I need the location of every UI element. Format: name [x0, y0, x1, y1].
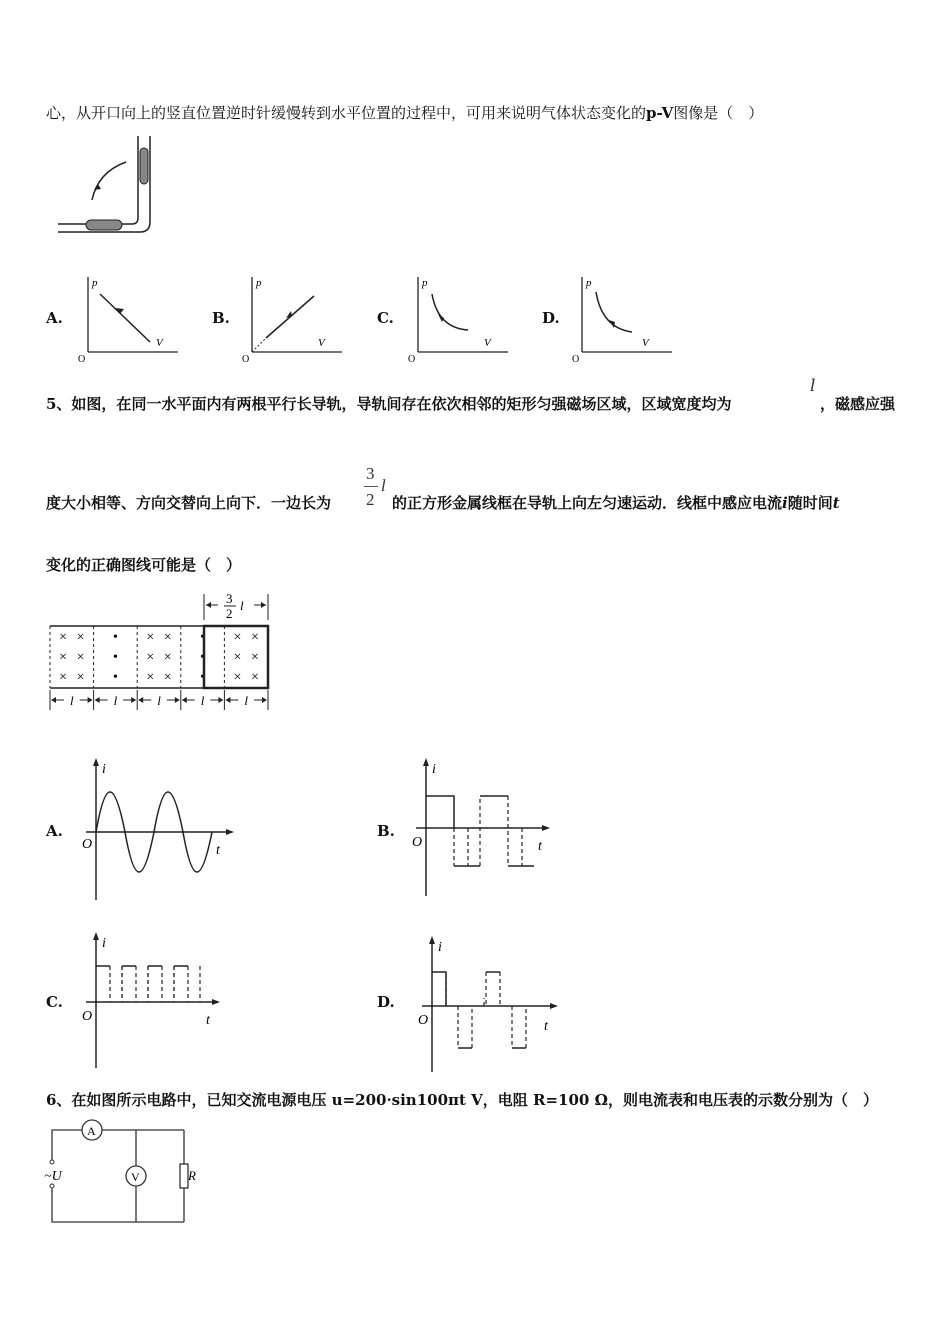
q5-field-symbol: ×	[76, 630, 85, 645]
q5-field-symbol: ×	[163, 650, 172, 665]
q5b-axis-t: t	[538, 839, 542, 854]
q6-stem-line: 6、在如图所示电路中，已知交流电源电压 u=200·sin100πt V，电阻 R=100 Ω，则电流表和电压表的示数分别为（ ）	[46, 1091, 878, 1109]
q5-field-symbol: •	[200, 670, 206, 685]
q5-field-symbol: •	[112, 670, 118, 685]
q5-field-symbol: ×	[233, 670, 242, 685]
q5-field-symbol: ×	[59, 670, 68, 685]
q5-field-diagram	[46, 590, 276, 715]
q4-option-a-label[interactable]: A.	[46, 309, 63, 327]
q5-top-dimension	[204, 591, 268, 621]
q4-stem-line	[46, 102, 763, 123]
q5-field-symbol: ×	[76, 650, 85, 665]
q5-width-label: l	[113, 693, 118, 708]
q5-field-symbol: ×	[146, 670, 155, 685]
q5d-axis-t: t	[544, 1019, 548, 1034]
q5-fraction-bar	[364, 486, 378, 487]
q5-field-symbol: ×	[146, 650, 155, 665]
q5-field-symbol: ×	[250, 650, 259, 665]
q4c-axis-v: V	[484, 337, 491, 349]
q5-stem-text-2c: 随时间	[787, 494, 833, 512]
q6-source-label: ~U	[44, 1169, 62, 1184]
q5-dim-var: l	[240, 598, 244, 613]
q5-width-label: l	[69, 693, 74, 708]
q5c-axis-t: t	[206, 1013, 210, 1028]
q4d-origin: O	[572, 354, 580, 365]
q5a-axis-i: i	[102, 762, 106, 777]
q5a-origin: O	[82, 837, 93, 852]
q5-graph-b	[410, 756, 560, 906]
q5-dim-den: 2	[226, 606, 233, 621]
q4b-axis-v: V	[318, 337, 325, 349]
q6-voltmeter-label: V	[131, 1170, 140, 1184]
q5-field-symbol: •	[112, 630, 118, 645]
q5-var-t: t	[832, 494, 840, 512]
q5-field-symbol: ×	[163, 630, 172, 645]
q4b-origin: O	[242, 354, 250, 365]
q5-option-c-label[interactable]: C.	[46, 993, 63, 1011]
q5-stem-text-2b: 的正方形金属线框在导轨上向左匀速运动．线框中感应电流	[392, 494, 783, 512]
q4a-origin: O	[78, 354, 86, 365]
q4c-axis-p: p	[422, 277, 428, 289]
q4a-axis-p: p	[92, 277, 98, 289]
q5-field-symbol: ×	[146, 630, 155, 645]
q5-field-symbol: •	[200, 650, 206, 665]
q6-resistor	[180, 1164, 188, 1188]
q5-fraction-den: 2	[366, 490, 375, 509]
q5-stem-line-3: 变化的正确图线可能是（ ）	[46, 556, 242, 574]
q5-field-symbol: ×	[250, 630, 259, 645]
q5-field-symbol: ×	[233, 630, 242, 645]
q5-fraction-var: l	[381, 476, 386, 495]
q5c-pulse-train	[96, 966, 200, 1002]
q4-option-d-label[interactable]: D.	[542, 309, 560, 327]
q4d-axis-p: p	[586, 277, 592, 289]
q4d-axis-v: V	[642, 337, 649, 349]
q5-graph-d	[414, 934, 564, 1074]
q5-width-label: l	[157, 693, 161, 708]
q5c-axis-i: i	[102, 936, 106, 951]
q4c-origin: O	[408, 354, 416, 365]
q4-graph-d	[572, 272, 682, 365]
q5a-axis-t: t	[216, 843, 220, 858]
q5-width-label: l	[244, 693, 249, 708]
q4-graph-b	[242, 272, 352, 365]
q4b-axis-p: p	[256, 277, 262, 289]
q4-option-b-label[interactable]: B.	[212, 309, 230, 327]
q5-graph-a	[80, 756, 230, 906]
q5-graph-c	[80, 930, 230, 1070]
q4-pv-label: p-V	[646, 104, 674, 122]
q5-width-label: l	[200, 693, 205, 708]
q5c-origin: O	[82, 1009, 93, 1024]
q5-stem-text-1: 5、如图，在同一水平面内有两根平行长导轨，导轨间存在依次相邻的矩形匀强磁场区域，区域宽度均为	[46, 395, 732, 413]
q5-field-symbol: ×	[76, 670, 85, 685]
q5d-axis-i: i	[438, 940, 442, 955]
q5-field-symbol: ×	[59, 650, 68, 665]
q5-stem-line-2	[46, 492, 331, 513]
q6-circuit-diagram	[44, 1120, 194, 1230]
q5-field-symbol: ×	[233, 650, 242, 665]
q5-dim-num: 3	[226, 591, 233, 606]
q5-stem-text-2: 度大小相等、方向交替向上向下．一边长为	[46, 494, 332, 512]
q4-option-c-label[interactable]: C.	[377, 309, 394, 327]
q4a-axis-v: V	[156, 337, 163, 349]
q4-graph-c	[408, 272, 518, 365]
q5b-origin: O	[412, 835, 423, 850]
q5-field-symbol: ×	[59, 630, 68, 645]
q4-tube-diagram	[58, 136, 178, 236]
q5b-axis-i: i	[432, 762, 436, 777]
q6-resistor-label: R	[188, 1168, 196, 1183]
q5-field-symbol: •	[200, 630, 206, 645]
q5-option-a-label[interactable]: A.	[46, 822, 63, 840]
q5-field-symbol: ×	[250, 670, 259, 685]
q5-stem-line-1	[46, 393, 731, 414]
q5-var-l: l	[810, 376, 816, 396]
q5-var-i: i	[782, 494, 788, 512]
q4-stem-end: 图像是（ ）	[673, 104, 764, 122]
q5-field-symbol: ×	[163, 670, 172, 685]
q4-stem-text: 心，从开口向上的竖直位置逆时针缓慢转到水平位置的过程中，可用来说明气体状态变化的	[46, 104, 647, 122]
q4-graph-a	[78, 272, 188, 365]
q5-option-d-label[interactable]: D.	[377, 993, 395, 1011]
q5-stem-end-1: ，磁感应强	[820, 395, 896, 413]
q5-fraction-num: 3	[366, 464, 375, 483]
q5-option-b-label[interactable]: B.	[377, 822, 395, 840]
q5-field-symbol: •	[112, 650, 118, 665]
q5d-origin: O	[418, 1013, 429, 1028]
q6-ammeter-label: A	[87, 1124, 96, 1138]
q5-stem-line-2b	[392, 492, 840, 513]
